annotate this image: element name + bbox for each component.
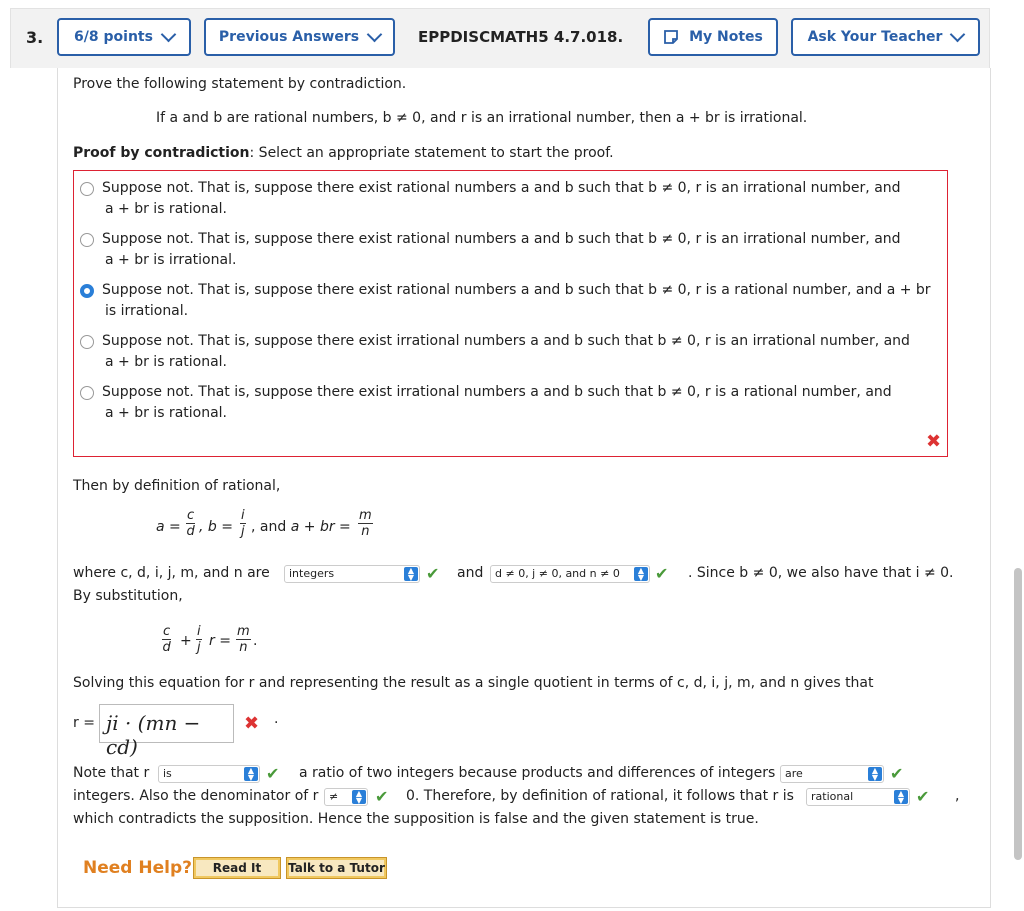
since-text: . Since b ≠ 0, we also have that i ≠ 0.	[688, 565, 954, 581]
integers-select[interactable]	[284, 565, 420, 583]
fraction-i-j: $\frac{i}{j}$	[197, 624, 201, 655]
and-text: and	[457, 565, 484, 581]
math-plus: +	[180, 633, 192, 649]
select-value: are	[785, 767, 803, 780]
therefore-text: 0. Therefore, by definition of rational, it follows that r is	[406, 788, 794, 804]
select-value: rational	[811, 790, 854, 803]
ratio-text: a ratio of two integers because products and differences of integers	[299, 765, 776, 781]
option-text: Suppose not. That is, suppose there exist rational numbers a and b such that b ≠ 0, r is an irrational number, and	[102, 180, 901, 196]
updown-icon: ▲ ▼	[404, 567, 418, 581]
note-icon	[663, 29, 679, 45]
radio-button[interactable]	[80, 335, 94, 349]
r-label: r =	[73, 715, 95, 731]
previous-answers-label: Previous Answers	[218, 29, 360, 45]
ask-teacher-label: Ask Your Teacher	[807, 29, 943, 45]
where-text: where c, d, i, j, m, and n are	[73, 565, 270, 581]
math-r-eq: r =	[209, 633, 231, 649]
radio-button[interactable]	[80, 182, 94, 196]
option-text: a + br is irrational.	[105, 252, 237, 268]
conclusion-text: which contradicts the supposition. Hence the supposition is false and the given statement is true.	[73, 811, 759, 827]
ne-select[interactable]	[324, 788, 368, 806]
my-notes-button[interactable]	[648, 18, 778, 56]
note-text: Note that r	[73, 765, 150, 781]
fraction-m-n: $\frac{m}{n}$	[237, 624, 250, 655]
nonzero-select[interactable]	[490, 565, 650, 583]
option-text: a + br is rational.	[105, 354, 228, 370]
points-button[interactable]	[57, 18, 191, 56]
fraction-c-d: $\frac{c}{d}$	[186, 508, 195, 539]
math-b-eq: , b =	[199, 519, 233, 535]
updown-icon: ▲ ▼	[868, 767, 882, 781]
proof-prompt-text: : Select an appropriate statement to start the proof.	[249, 145, 614, 161]
trailing-dot: ·	[274, 715, 279, 731]
fraction-m-n: $\frac{m}{n}$	[359, 508, 372, 539]
math-a-eq: a =	[156, 519, 181, 535]
chevron-down-icon	[950, 27, 966, 43]
radio-button[interactable]	[80, 233, 94, 247]
my-notes-label: My Notes	[689, 29, 763, 45]
need-help-label: Need Help?	[83, 858, 192, 878]
option-text: Suppose not. That is, suppose there exist irrational numbers a and b such that b ≠ 0, r is a rational number, and	[102, 384, 892, 400]
points-label: 6/8 points	[74, 29, 153, 45]
select-value: ≠	[329, 790, 339, 803]
previous-answers-button[interactable]	[204, 18, 395, 56]
updown-icon: ▲ ▼	[244, 767, 258, 781]
scrollbar[interactable]	[1014, 568, 1022, 860]
check-icon: ✔	[916, 787, 930, 806]
option-text: Suppose not. That is, suppose there exist rational numbers a and b such that b ≠ 0, r is an irrational number, and	[102, 231, 901, 247]
check-icon: ✔	[266, 764, 280, 783]
math-period: .	[253, 633, 258, 649]
check-icon: ✔	[426, 564, 440, 583]
chevron-down-icon	[161, 27, 177, 43]
statement-text: If a and b are rational numbers, b ≠ 0, and r is an irrational number, then a + br is irrational.	[156, 110, 808, 126]
substitution-text: By substitution,	[73, 588, 183, 604]
fraction-i-j: $\frac{i}{j}$	[241, 508, 245, 539]
select-value: is	[163, 767, 172, 780]
chevron-down-icon	[367, 27, 383, 43]
check-icon: ✔	[375, 787, 389, 806]
math-answer-input[interactable]: ji · (mn − cd)	[99, 704, 234, 743]
talk-tutor-button[interactable]: Talk to a Tutor	[286, 857, 387, 879]
is-select[interactable]	[158, 765, 260, 783]
integers-text: integers. Also the denominator of r	[73, 788, 319, 804]
ask-teacher-button[interactable]	[791, 18, 980, 56]
are-select[interactable]	[780, 765, 884, 783]
select-value: integers	[289, 567, 335, 580]
question-number: 3.	[26, 28, 44, 47]
radio-button-selected[interactable]	[80, 284, 94, 298]
updown-icon: ▲ ▼	[352, 790, 366, 804]
updown-icon: ▲ ▼	[634, 567, 648, 581]
comma: ,	[955, 788, 960, 804]
option-text: a + br is rational.	[105, 405, 228, 421]
rational-select[interactable]	[806, 788, 910, 806]
check-icon: ✔	[655, 564, 669, 583]
solving-text: Solving this equation for r and representing the result as a single quotient in terms of c, d, i, j, m, and n gives that	[73, 675, 874, 691]
proof-label: Proof by contradiction	[73, 145, 250, 161]
incorrect-icon: ✖	[926, 431, 942, 452]
problem-code: EPPDISCMATH5 4.7.018.	[418, 28, 624, 46]
radio-button[interactable]	[80, 386, 94, 400]
option-text: a + br is rational.	[105, 201, 228, 217]
proof-prompt	[73, 145, 614, 161]
instruction-text: Prove the following statement by contradiction.	[73, 76, 407, 92]
definition-intro: Then by definition of rational,	[73, 478, 281, 494]
option-text: Suppose not. That is, suppose there exist rational numbers a and b such that b ≠ 0, r is a rational number, and a + br	[102, 282, 931, 298]
incorrect-icon: ✖	[244, 713, 260, 734]
updown-icon: ▲ ▼	[894, 790, 908, 804]
option-text: is irrational.	[105, 303, 189, 319]
check-icon: ✔	[890, 764, 904, 783]
read-it-button[interactable]: Read It	[193, 857, 281, 879]
fraction-c-d: $\frac{c}{d}$	[162, 624, 171, 655]
option-text: Suppose not. That is, suppose there exist irrational numbers a and b such that b ≠ 0, r is an irrational number, and	[102, 333, 910, 349]
math-and: , and a + br =	[251, 519, 351, 535]
select-value: d ≠ 0, j ≠ 0, and n ≠ 0	[495, 567, 620, 580]
